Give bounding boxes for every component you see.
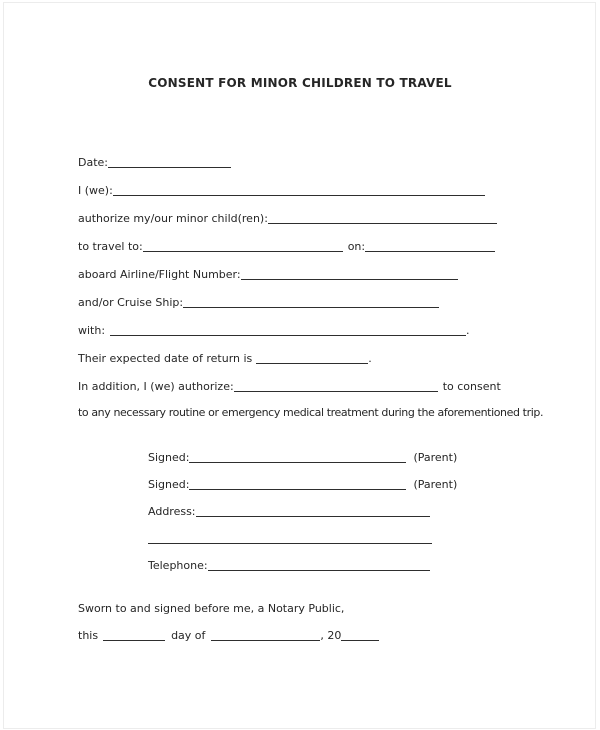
form-body bbox=[78, 154, 548, 434]
year-blank-line bbox=[341, 629, 379, 641]
children-names-blank-line bbox=[268, 212, 497, 224]
telephone-line bbox=[148, 557, 548, 584]
return-period: . bbox=[368, 352, 372, 365]
form-line-medical-authorize bbox=[78, 378, 548, 406]
telephone-blank-line bbox=[208, 559, 430, 571]
form-line-airline bbox=[78, 266, 548, 294]
year-prefix-label: , 20 bbox=[320, 629, 342, 642]
travel-date-blank-line bbox=[365, 240, 495, 252]
signed-label: Signed: bbox=[148, 451, 190, 464]
month-blank-line bbox=[211, 629, 320, 641]
with-label: with: bbox=[78, 324, 106, 337]
form-line-date bbox=[78, 154, 548, 182]
with-period: . bbox=[466, 324, 470, 337]
form-line-cruise bbox=[78, 294, 548, 322]
notary-sworn-line bbox=[78, 602, 548, 627]
form-line-parents bbox=[78, 182, 548, 210]
telephone-label: Telephone: bbox=[148, 559, 208, 572]
cruise-ship-blank-line bbox=[183, 296, 439, 308]
medical-guardian-blank-line bbox=[234, 380, 438, 392]
address-line bbox=[148, 503, 548, 530]
date-blank-line bbox=[108, 156, 231, 168]
accompanying-adult-blank-line bbox=[110, 324, 466, 336]
signature-line-parent-2 bbox=[148, 476, 548, 503]
return-date-label: Their expected date of return is bbox=[78, 352, 253, 365]
parents-name-blank-line bbox=[113, 184, 485, 196]
signature-1-blank-line bbox=[189, 451, 406, 463]
form-line-destination bbox=[78, 238, 548, 266]
address-continuation-line bbox=[148, 530, 548, 557]
document-title: CONSENT FOR MINOR CHILDREN TO TRAVEL bbox=[148, 76, 452, 90]
this-label: this bbox=[78, 629, 99, 642]
to-consent-label: to consent bbox=[442, 380, 501, 393]
form-line-accompanying bbox=[78, 322, 548, 350]
sworn-text: Sworn to and signed before me, a Notary Public, bbox=[78, 602, 345, 615]
form-line-medical-text bbox=[78, 406, 548, 434]
medical-treatment-text: to any necessary routine or emergency medical treatment during the aforementioned trip. bbox=[78, 406, 544, 419]
i-we-label: I (we): bbox=[78, 184, 113, 197]
signature-2-blank-line bbox=[189, 478, 406, 490]
parent-suffix: (Parent) bbox=[413, 451, 458, 464]
form-line-return-date bbox=[78, 350, 548, 378]
signature-line-parent-1 bbox=[148, 449, 548, 476]
travel-to-label: to travel to: bbox=[78, 240, 143, 253]
address-label: Address: bbox=[148, 505, 196, 518]
signed-label: Signed: bbox=[148, 478, 190, 491]
notary-section bbox=[78, 602, 548, 652]
on-date-label: on: bbox=[347, 240, 366, 253]
day-of-label: day of bbox=[171, 629, 206, 642]
return-date-blank-line bbox=[256, 352, 368, 364]
destination-blank-line bbox=[143, 240, 343, 252]
airline-flight-label: aboard Airline/Flight Number: bbox=[78, 268, 241, 281]
signature-section bbox=[148, 449, 548, 584]
day-number-blank-line bbox=[103, 629, 165, 641]
date-label: Date: bbox=[78, 156, 108, 169]
form-line-children bbox=[78, 210, 548, 238]
address-continuation-blank-line bbox=[148, 532, 432, 544]
authorize-label: In addition, I (we) authorize: bbox=[78, 380, 234, 393]
parent-suffix: (Parent) bbox=[413, 478, 458, 491]
address-blank-line bbox=[196, 505, 430, 517]
notary-date-line bbox=[78, 627, 548, 652]
airline-flight-blank-line bbox=[241, 268, 458, 280]
minor-children-label: authorize my/our minor child(ren): bbox=[78, 212, 268, 225]
cruise-ship-label: and/or Cruise Ship: bbox=[78, 296, 184, 309]
